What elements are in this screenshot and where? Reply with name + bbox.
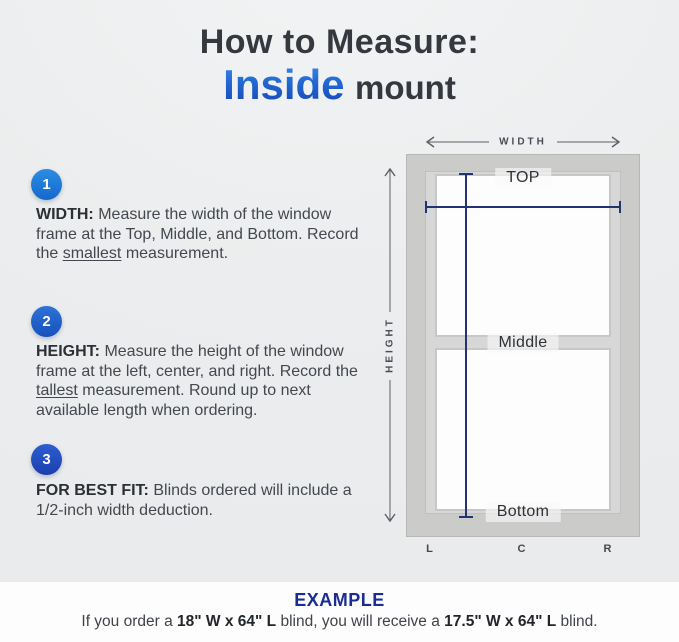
step-1-body-end: measurement.	[121, 245, 229, 262]
step-2-body: Measure the height of the window frame at the left, center, and right. Record the	[36, 343, 358, 380]
step-2-label: HEIGHT:	[36, 343, 100, 360]
step-2-text	[36, 342, 376, 420]
step-1-underlined-word: smallest	[62, 245, 122, 262]
width-measure-line	[425, 206, 621, 208]
step-1-label: WIDTH:	[36, 206, 94, 223]
axis-label-right: R	[603, 543, 613, 555]
step-2-underlined-word: tallest	[36, 382, 78, 399]
step-2-body-end: measurement. Round up to next available length when ordering.	[36, 382, 311, 419]
height-measure-line	[465, 173, 467, 518]
example-prefix: If you order a	[81, 613, 178, 630]
step-1-text	[36, 205, 376, 264]
example-heading: EXAMPLE	[294, 590, 385, 610]
step-1-number-badge: 1	[31, 169, 62, 200]
axis-label-center: C	[517, 543, 527, 555]
mount-type-accent: Inside	[223, 61, 345, 109]
height-dimension-label: HEIGHT	[384, 317, 396, 373]
step-3-text	[36, 481, 376, 520]
page-subtitle	[0, 63, 679, 107]
mount-type-rest: mount	[355, 69, 456, 107]
height-arrow	[383, 167, 397, 523]
example-footer	[0, 582, 679, 642]
example-mid: blind, you will receive a	[276, 613, 445, 630]
example-received-size: 17.5" W x 64" L	[444, 613, 557, 630]
window-bottom-sash	[435, 348, 611, 511]
step-3-label: FOR BEST FIT:	[36, 482, 149, 499]
header	[0, 24, 679, 107]
page-title: How to Measure:	[199, 23, 480, 61]
step-3-number-badge: 3	[31, 444, 62, 475]
example-ordered-size: 18" W x 64" L	[177, 613, 277, 630]
label-bottom: Bottom	[486, 502, 561, 522]
window-top-sash	[435, 174, 611, 337]
label-top: TOP	[495, 168, 551, 188]
label-middle: Middle	[488, 333, 559, 353]
width-dimension-label: WIDTH	[499, 136, 547, 148]
example-suffix: blind.	[556, 613, 598, 630]
width-arrow	[425, 135, 621, 149]
step-1-body: Measure the width of the window frame at the Top, Middle, and Bottom. Record the	[36, 206, 359, 262]
step-2-number-badge: 2	[31, 306, 62, 337]
step-3-body: Blinds ordered will include a 1/2-inch width deduction.	[36, 482, 352, 519]
example-sentence	[0, 613, 679, 631]
axis-label-left: L	[426, 543, 434, 555]
